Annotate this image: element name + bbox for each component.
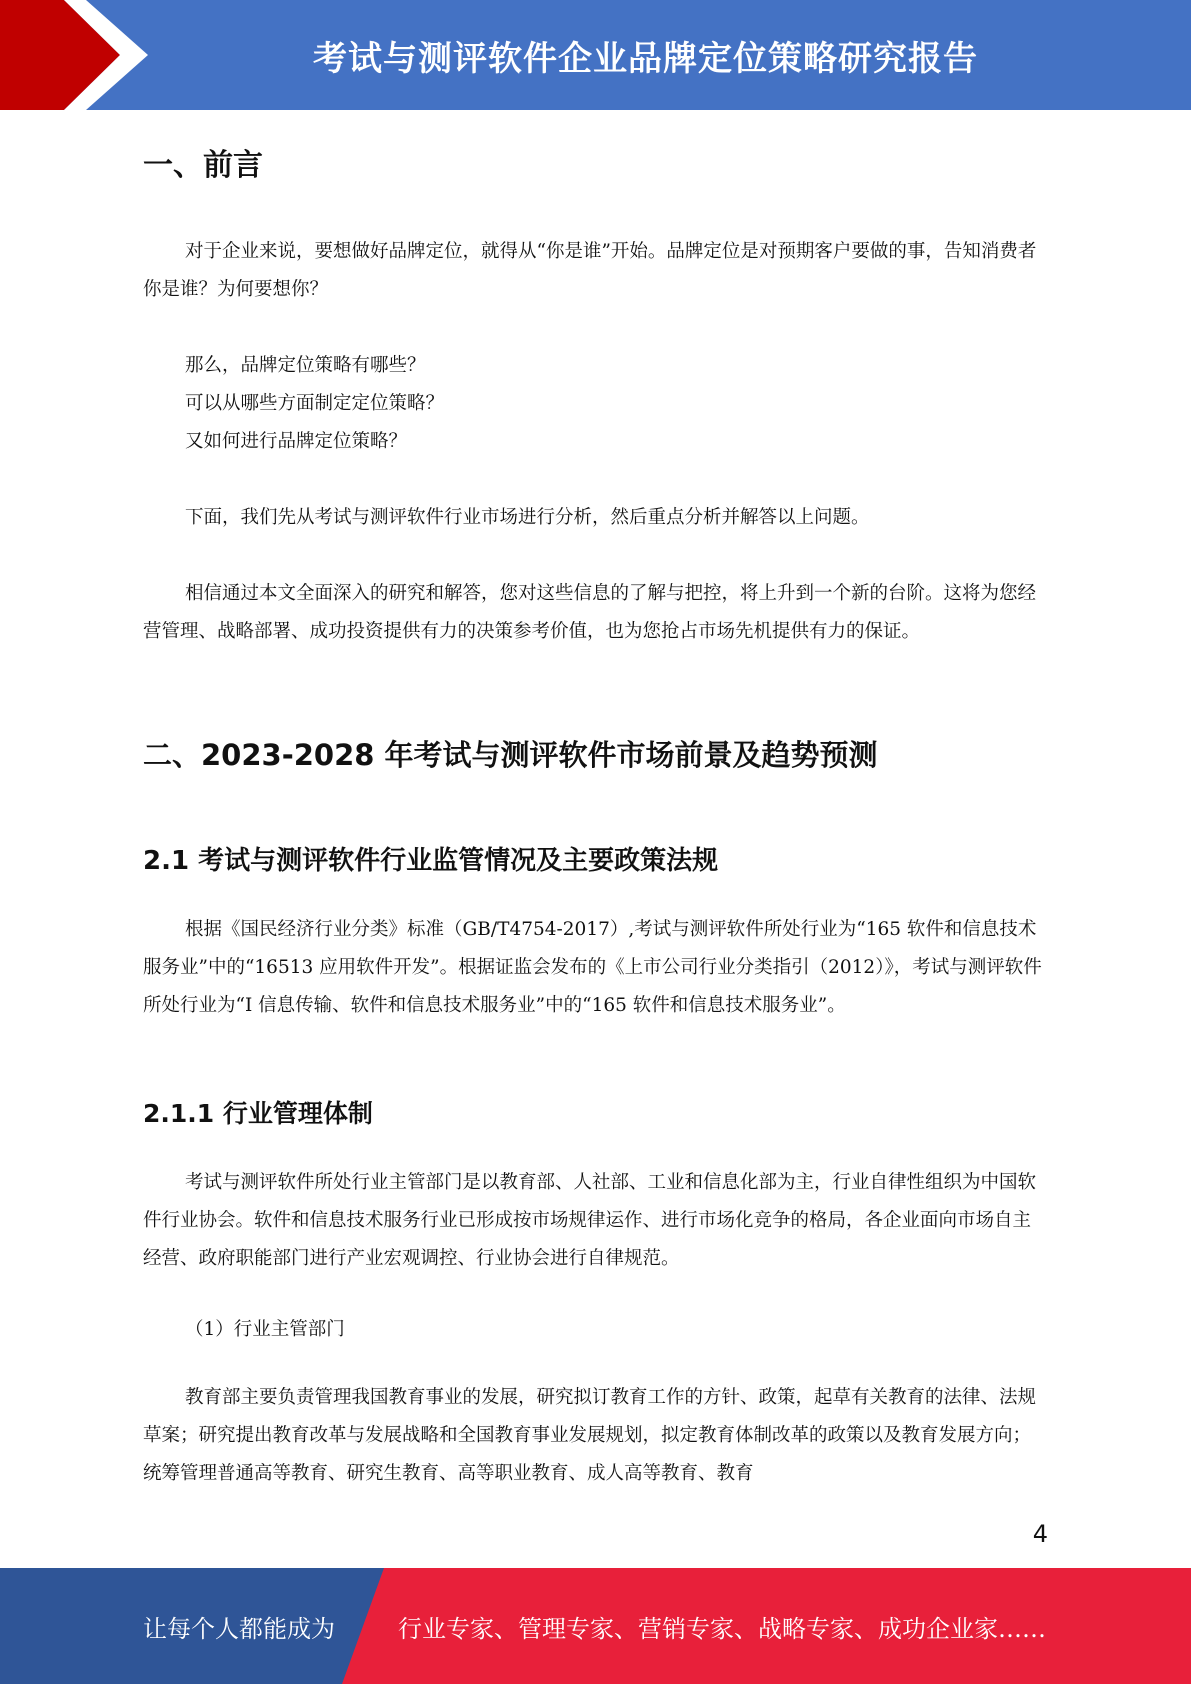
- list-label-authority: （1）行业主管部门: [185, 1319, 345, 1340]
- header-chevron-icon: [0, 0, 160, 110]
- page-footer: [0, 1568, 1191, 1684]
- question-line-3: 又如何进行品牌定位策略？: [185, 431, 408, 452]
- page-header: [0, 0, 1191, 110]
- footer-slogan-right: 行业专家、管理专家、营销专家、战略专家、成功企业家……: [398, 1614, 1046, 1643]
- paragraph-2-1-1-b: 教育部主要负责管理我国教育事业的发展，研究拟订教育工作的方针、政策，起草有关教育的法律、法规草案；研究提出教育改革与发展战略和全国教育事业发展规划，拟定教育体制改革的政策以及教育发展方向；统筹管理普通高等教育、研究生教育、高等职业教育、成人高等教育、教育: [143, 1387, 1037, 1484]
- question-line-2: 可以从哪些方面制定定位策略？: [185, 393, 445, 414]
- paragraph-2-1: 根据《国民经济行业分类》标准（GB/T4754-2017）,考试与测评软件所处行业为“165 软件和信息技术服务业”中的“16513 应用软件开发”。根据证监会发布的《上市公司行业分类指引（2012）》，考试与测评软件所处行业为“I 信息传输、软件和信息技术服务业”中的“165 软件和信息技术服务业”。: [143, 919, 1042, 1016]
- paragraph-preface-3: 相信通过本文全面深入的研究和解答，您对这些信息的了解与把控，将上升到一个新的台阶。这将为您经营管理、战略部署、成功投资提供有力的决策参考价值，也为您抢占市场先机提供有力的保证。: [143, 583, 1037, 642]
- page-number: 4: [1032, 1520, 1048, 1548]
- section-heading-preface: 一、前言: [143, 148, 263, 183]
- footer-slogan-left: 让每个人都能成为: [143, 1614, 335, 1643]
- section-heading-market-outlook: 二、2023-2028 年考试与测评软件市场前景及趋势预测: [143, 738, 878, 772]
- subsection-heading-2-1: 2.1 考试与测评软件行业监管情况及主要政策法规: [143, 846, 719, 876]
- subsection-heading-2-1-1: 2.1.1 行业管理体制: [143, 1099, 373, 1128]
- paragraph-preface-1: 对于企业来说，要想做好品牌定位，就得从“你是谁”开始。品牌定位是对预期客户要做的事，告知消费者你是谁？为何要想你？: [143, 241, 1037, 300]
- paragraph-preface-2: 下面，我们先从考试与测评软件行业市场进行分析，然后重点分析并解答以上问题。: [185, 507, 870, 528]
- paragraph-2-1-1-a: 考试与测评软件所处行业主管部门是以教育部、人社部、工业和信息化部为主，行业自律性组织为中国软件行业协会。软件和信息技术服务行业已形成按市场规律运作、进行市场化竞争的格局，各企业面向市场自主经营、政府职能部门进行产业宏观调控、行业协会进行自律规范。: [143, 1172, 1037, 1269]
- report-title: 考试与测评软件企业品牌定位策略研究报告: [313, 38, 978, 79]
- question-line-1: 那么，品牌定位策略有哪些？: [185, 355, 426, 376]
